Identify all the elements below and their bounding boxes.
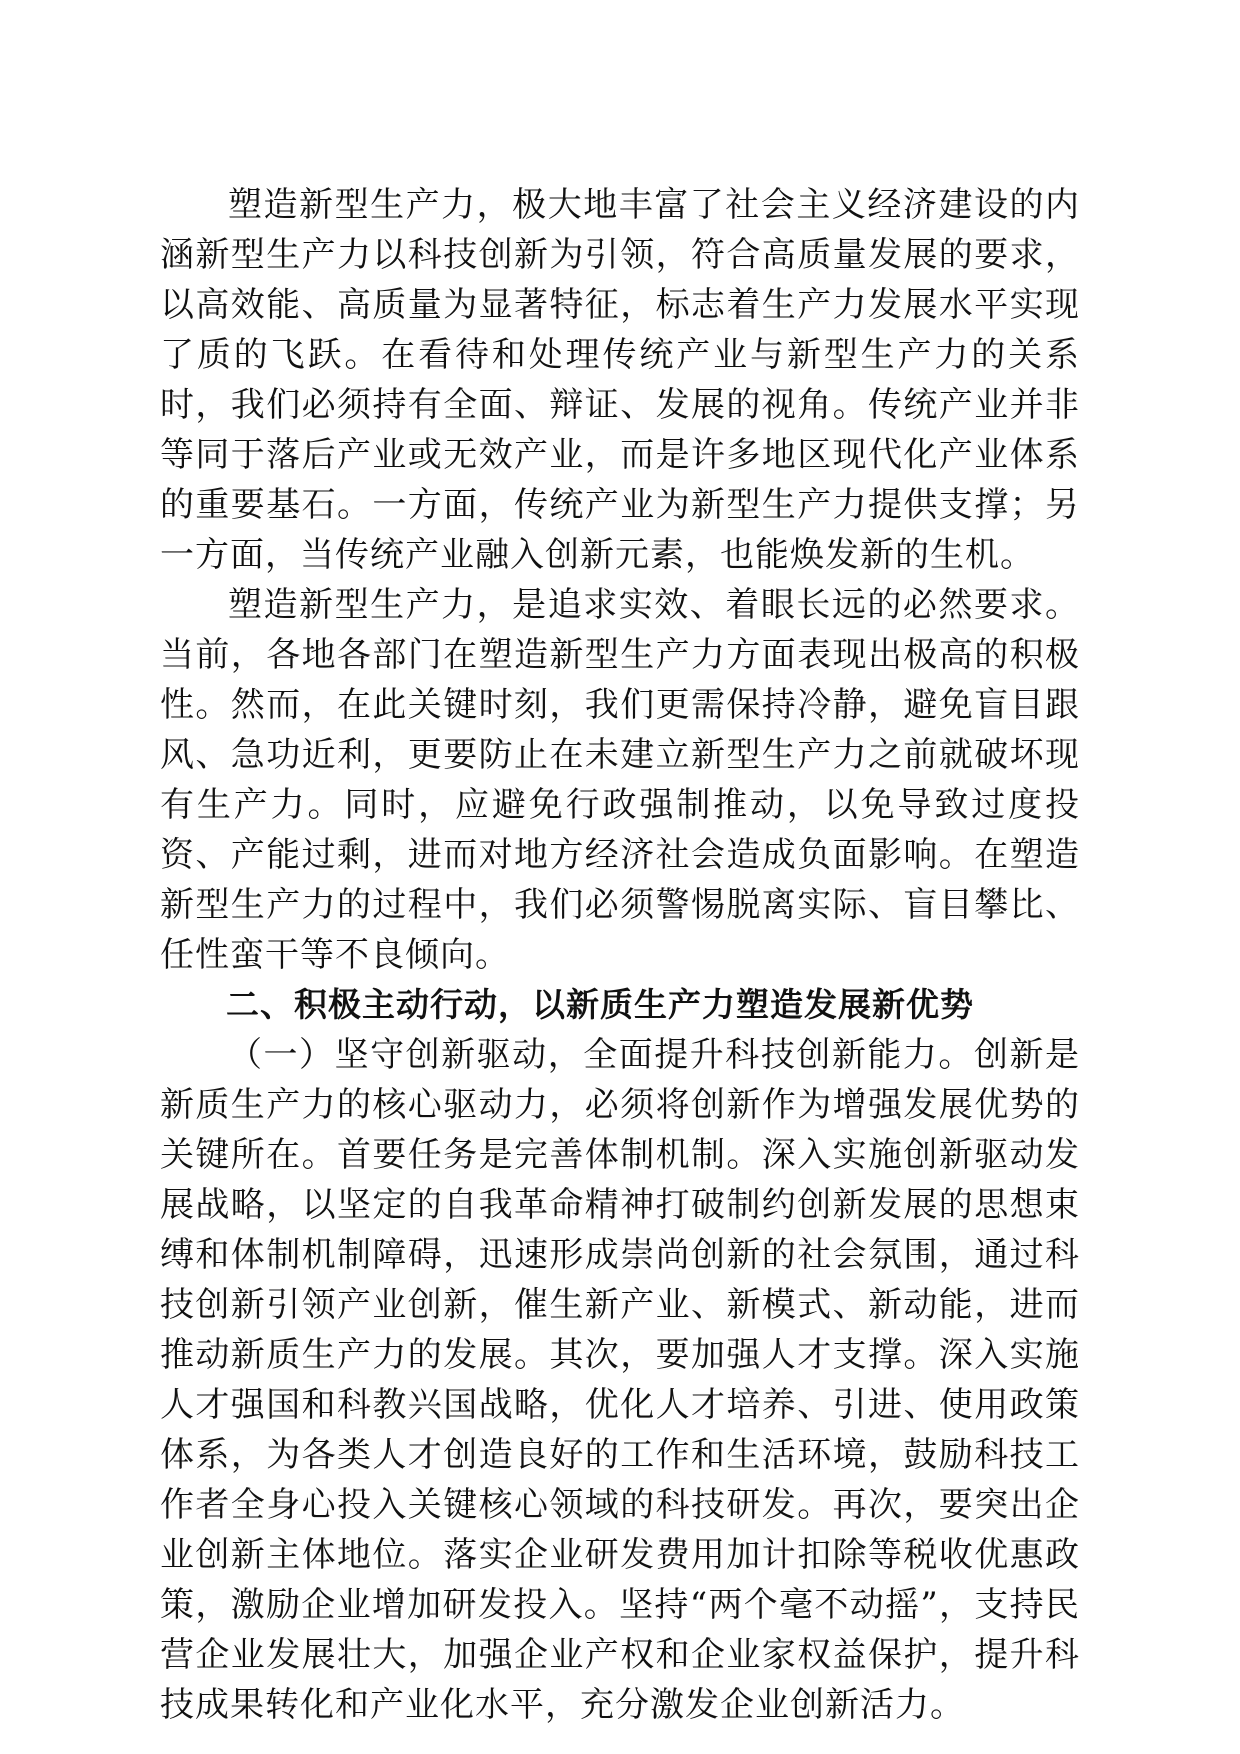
document-body <box>160 180 1080 1730</box>
paragraph-2: 塑造新型生产力，是追求实效、着眼长远的必然要求。当前，各地各部门在塑造新型生产力方面表现出极高的积极性。然而，在此关键时刻，我们更需保持冷静，避免盲目跟风、急功近利，更要防止在未建立新型生产力之前就破坏现有生产力。同时，应避免行政强制推动，以免导致过度投资、产能过剩，进而对地方经济社会造成负面影响。在塑造新型生产力的过程中，我们必须警惕脱离实际、盲目攀比、任性蛮干等不良倾向。 <box>160 585 1080 975</box>
paragraph-1: 塑造新型生产力，极大地丰富了社会主义经济建设的内涵新型生产力以科技创新为引领，符合高质量发展的要求，以高效能、高质量为显著特征，标志着生产力发展水平实现了质的飞跃。在看待和处理传统产业与新型生产力的关系时，我们必须持有全面、辩证、发展的视角。传统产业并非等同于落后产业或无效产业，而是许多地区现代化产业体系的重要基石。一方面，传统产业为新型生产力提供支撑；另一方面，当传统产业融入创新元素，也能焕发新的生机。 <box>160 185 1080 575</box>
section-heading: 二、积极主动行动，以新质生产力塑造发展新优势 <box>226 985 974 1024</box>
paragraph-3: （一）坚守创新驱动，全面提升科技创新能力。创新是新质生产力的核心驱动力，必须将创新作为增强发展优势的关键所在。首要任务是完善体制机制。深入实施创新驱动发展战略，以坚定的自我革命精神打破制约创新发展的思想束缚和体制机制障碍，迅速形成崇尚创新的社会氛围，通过科技创新引领产业创新，催生新产业、新模式、新动能，进而推动新质生产力的发展。其次，要加强人才支撑。深入实施人才强国和科教兴国战略，优化人才培养、引进、使用政策体系，为各类人才创造良好的工作和生活环境，鼓励科技工作者全身心投入关键核心领域的科技研发。再次，要突出企业创新主体地位。落实企业研发费用加计扣除等税收优惠政策，激励企业增加研发投入。坚持“两个毫不动摇”，支持民营企业发展壮大，加强企业产权和企业家权益保护，提升科技成果转化和产业化水平，充分激发企业创新活力。 <box>160 1035 1080 1725</box>
